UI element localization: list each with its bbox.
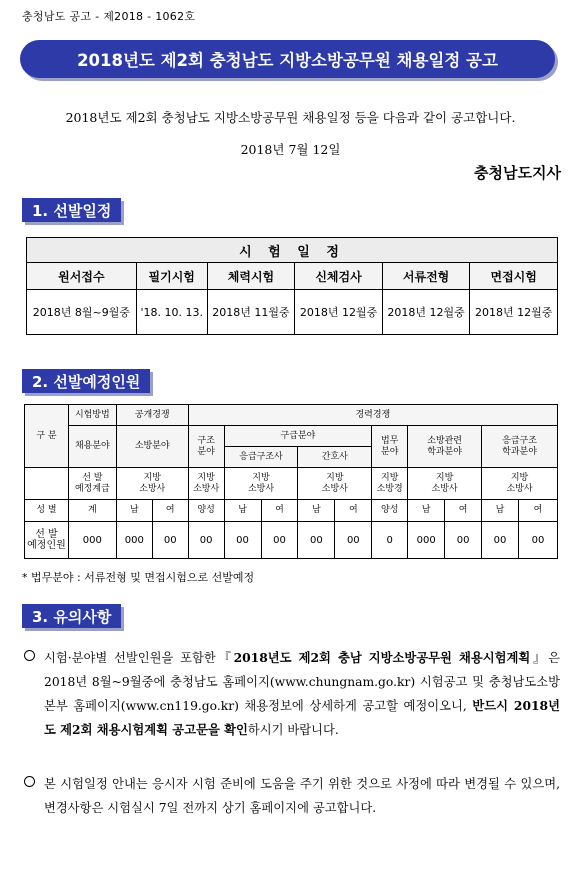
rank-label: 선 발 예정계급 xyxy=(68,468,116,500)
column-header: 원서접수 xyxy=(27,263,137,290)
schedule-value: 2018년 11월중 xyxy=(207,290,295,335)
career-competition-label: 경력경쟁 xyxy=(188,405,557,426)
sex-total: 계 xyxy=(68,500,116,522)
sex-female: 여 xyxy=(445,500,482,522)
count-value: 00 xyxy=(445,522,482,559)
schedule-value: 2018년 8월~9월중 xyxy=(27,290,137,335)
footnote: * 법무분야 : 서류전형 및 면접시험으로 선발예정 xyxy=(22,571,255,584)
schedule-value: 2018년 12월중 xyxy=(382,290,470,335)
sex-label: 성 별 xyxy=(25,500,69,522)
column-header: 체력시험 xyxy=(207,263,295,290)
schedule-table xyxy=(26,237,558,335)
sex-female: 여 xyxy=(335,500,372,522)
sex-both: 양성 xyxy=(188,500,224,522)
count-value: 00 xyxy=(518,522,557,559)
column-header: 필기시험 xyxy=(136,263,207,290)
schedule-value: '18. 10. 13. xyxy=(136,290,207,335)
sex-male: 남 xyxy=(482,500,519,522)
count-value: 00 xyxy=(335,522,372,559)
method-label: 시험방법 xyxy=(68,405,116,426)
count-value: 00 xyxy=(224,522,261,559)
nurse-field: 간호사 xyxy=(298,447,372,468)
count-value: 000 xyxy=(68,522,116,559)
section-header-notes: 3. 유의사항 xyxy=(22,604,121,628)
fire-major-field: 소방관련 학과분야 xyxy=(408,426,482,468)
schedule-value: 2018년 12월중 xyxy=(470,290,558,335)
emt-major-field: 응급구조 학과분야 xyxy=(482,426,558,468)
count-value: 0 xyxy=(372,522,408,559)
row-label-category: 구 분 xyxy=(25,405,69,468)
column-header: 신체검사 xyxy=(295,263,383,290)
count-value: 00 xyxy=(298,522,335,559)
rank-value: 지방 소방사 xyxy=(482,468,558,500)
headcount-table xyxy=(24,404,558,559)
note-item: 본 시험일정 안내는 응시자 시험 준비에 도움을 주기 위한 것으로 사정에 따라 변경될 수 있으며, 변경사항은 시험실시 7일 전까지 상기 홈페이지에 공고합니다. xyxy=(24,772,560,820)
column-header: 면접시험 xyxy=(470,263,558,290)
emergency-field: 구급분야 xyxy=(224,426,372,447)
count-value: 00 xyxy=(152,522,188,559)
sex-female: 여 xyxy=(518,500,557,522)
legal-field: 법무 분야 xyxy=(372,426,408,468)
count-label: 선 발 예정인원 xyxy=(25,522,69,559)
intro-text: 2018년도 제2회 충청남도 지방소방공무원 채용일정 등을 다음과 같이 공고합니다. xyxy=(65,110,516,125)
count-value: 000 xyxy=(408,522,445,559)
section-header-schedule: 1. 선발일정 xyxy=(22,198,121,222)
rank-value: 지방 소방사 xyxy=(116,468,188,500)
sex-both: 양성 xyxy=(372,500,408,522)
count-value: 00 xyxy=(188,522,224,559)
sex-female: 여 xyxy=(152,500,188,522)
empty-cell xyxy=(25,468,69,500)
sex-male: 남 xyxy=(408,500,445,522)
emt-field: 응급구조사 xyxy=(224,447,298,468)
sex-male: 남 xyxy=(116,500,152,522)
rescue-field: 구조 분야 xyxy=(188,426,224,468)
sex-female: 여 xyxy=(261,500,298,522)
column-header: 서류전형 xyxy=(382,263,470,290)
rank-value: 지방 소방경 xyxy=(372,468,408,500)
rank-value: 지방 소방사 xyxy=(188,468,224,500)
rank-value: 지방 소방사 xyxy=(224,468,298,500)
schedule-value: 2018년 12월중 xyxy=(295,290,383,335)
bullet-icon xyxy=(24,650,35,661)
sex-male: 남 xyxy=(298,500,335,522)
rank-value: 지방 소방사 xyxy=(408,468,482,500)
count-value: 00 xyxy=(482,522,519,559)
document-number: 충청남도 공고 - 제2018 - 1062호 xyxy=(22,10,196,23)
schedule-table-title: 시 험 일 정 xyxy=(27,238,558,263)
bullet-icon xyxy=(24,776,35,787)
field-label: 채용분야 xyxy=(68,426,116,468)
page-title: 2018년도 제2회 충청남도 지방소방공무원 채용일정 공고 xyxy=(20,40,555,78)
count-value: 00 xyxy=(261,522,298,559)
section-header-headcount: 2. 선발예정인원 xyxy=(22,369,150,393)
rank-value: 지방 소방사 xyxy=(298,468,372,500)
sex-male: 남 xyxy=(224,500,261,522)
announcement-date: 2018년 7월 12일 xyxy=(240,142,341,157)
open-competition-label: 공개경쟁 xyxy=(116,405,188,426)
note-item: 시험·분야별 선발인원을 포함한『2018년도 제2회 충남 지방소방공무원 채용시험계획』은 2018년 8월~9월중에 충청남도 홈페이지(www.chungnam.go.kr) 시험공고 및 충청남도소방본부 홈페이지(www.cn119.go.kr) 채용정보에 상세하게 공고할 예정이오니, 반드시 2018년도 제2회 채용시험계획 공고문을 확인하시기 바랍니다. xyxy=(24,646,560,742)
firefight-field: 소방분야 xyxy=(116,426,188,468)
issuer-name: 충청남도지사 xyxy=(474,164,561,182)
count-value: 000 xyxy=(116,522,152,559)
